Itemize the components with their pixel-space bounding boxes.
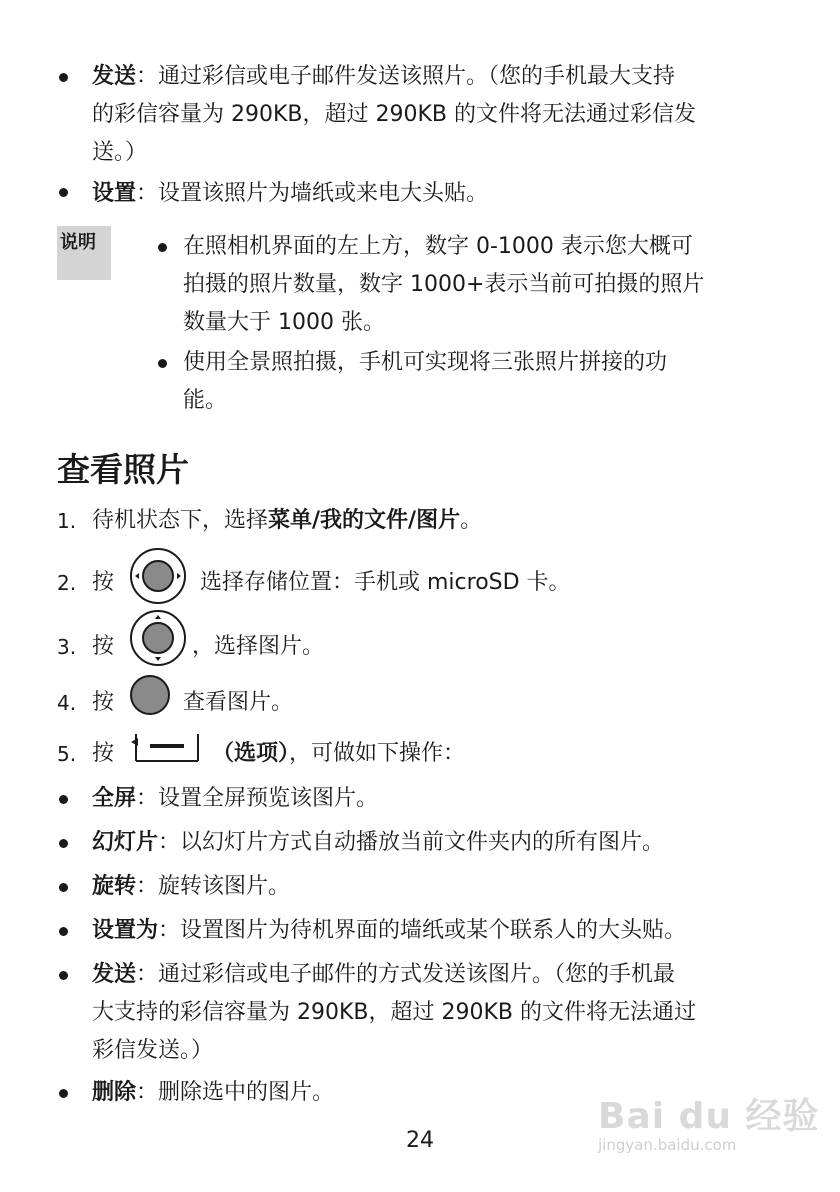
bullet-dot (59, 795, 68, 804)
step-number: 3. (57, 635, 77, 659)
step-text-post: 查看图片。 (183, 690, 294, 715)
option-item (92, 780, 378, 818)
step-text-pre: 按 (92, 690, 115, 715)
option-item (92, 868, 290, 906)
option-text: ：以幻灯片方式自动播放当前文件夹内的所有图片。 (158, 830, 665, 855)
nav-key-up-down-icon (128, 608, 188, 668)
note-item (183, 228, 704, 342)
option-text: ：通过彩信或电子邮件的方式发送该图片。（您的手机最 (136, 962, 676, 987)
step-number: 5. (57, 742, 77, 766)
step-text-post: 。 (460, 508, 483, 533)
option-text: 彩信发送。） (92, 1038, 214, 1063)
option-item (92, 912, 686, 950)
step-text-post: 选择存储位置：手机或 microSD 卡。 (200, 570, 571, 595)
bullet-dot (59, 971, 68, 980)
left-softkey-icon (128, 730, 202, 764)
option-text: ：设置全屏预览该图片。 (136, 786, 379, 811)
bullet-dot (59, 188, 68, 197)
note-tag: 说明 (57, 226, 111, 280)
option-label: 旋转 (92, 874, 137, 899)
bullet-dot (158, 243, 167, 252)
bullet-dot (59, 1089, 68, 1098)
bullet-dot (59, 73, 68, 82)
ok-key-icon (128, 673, 172, 717)
note-item (183, 344, 667, 420)
step-number: 2. (57, 571, 77, 595)
bullet-dot (59, 839, 68, 848)
step-text-post: ，选择图片。 (192, 634, 325, 659)
bullet-dot (59, 927, 68, 936)
option-text: ：设置图片为待机界面的墙纸或某个联系人的大头贴。 (158, 918, 687, 943)
note-text: 能。 (183, 388, 228, 413)
note-text: 使用全景照拍摄，手机可实现将三张照片拼接的功 (183, 350, 668, 375)
send-photo-text: 的彩信容量为 290KB，超过 290KB 的文件将无法通过彩信发 (92, 102, 697, 127)
set-photo-text: ：设置该照片为墙纸或来电大头贴。 (136, 181, 489, 206)
page-number: 24 (406, 1128, 434, 1153)
step-number: 4. (57, 691, 77, 715)
set-photo-label: 设置 (92, 181, 137, 206)
option-text: ：旋转该图片。 (136, 874, 291, 899)
options-label: （选项） (212, 741, 290, 766)
note-text: 数量大于 1000 张。 (183, 310, 385, 335)
send-photo-text: ：通过彩信或电子邮件发送该照片。（您的手机最大支持 (136, 64, 676, 89)
option-item (92, 824, 664, 862)
note-text: 在照相机界面的左上方，数字 0-1000 表示您大概可 (183, 234, 693, 259)
bullet-dot (59, 883, 68, 892)
option-label: 幻灯片 (92, 830, 159, 855)
option-label: 删除 (92, 1080, 137, 1105)
step-number: 1. (57, 509, 77, 533)
step-menu-path: 菜单/我的文件/图片 (268, 508, 461, 533)
step-text-pre: 待机状态下，选择 (92, 508, 269, 533)
step-text-post: ，可做如下操作： (289, 741, 466, 766)
send-photo-label: 发送 (92, 64, 137, 89)
bullet-dot (158, 359, 167, 368)
section-title: 查看照片 (57, 450, 189, 489)
step-text-pre: 按 (92, 634, 115, 659)
option-text: 大支持的彩信容量为 290KB，超过 290KB 的文件将无法通过 (92, 1000, 697, 1025)
option-label: 全屏 (92, 786, 137, 811)
option-item (92, 956, 696, 1070)
option-label: 发送 (92, 962, 137, 987)
set-photo-item (92, 175, 488, 213)
step-text (92, 502, 482, 540)
send-photo-item (92, 58, 696, 172)
option-label: 设置为 (92, 918, 159, 943)
step-text (212, 735, 465, 773)
nav-key-left-right-icon (128, 546, 188, 606)
step-text-pre: 按 (92, 570, 115, 595)
note-text: 拍摄的照片数量，数字 1000+表示当前可拍摄的照片 (183, 272, 705, 297)
option-item (92, 1074, 334, 1112)
option-text: ：删除选中的图片。 (136, 1080, 335, 1105)
watermark-logo: Bai du 经验 (598, 1096, 820, 1137)
step-text-pre: 按 (92, 741, 115, 766)
send-photo-text: 送。） (92, 140, 148, 165)
watermark-url: jingyan.baidu.com (598, 1136, 737, 1154)
